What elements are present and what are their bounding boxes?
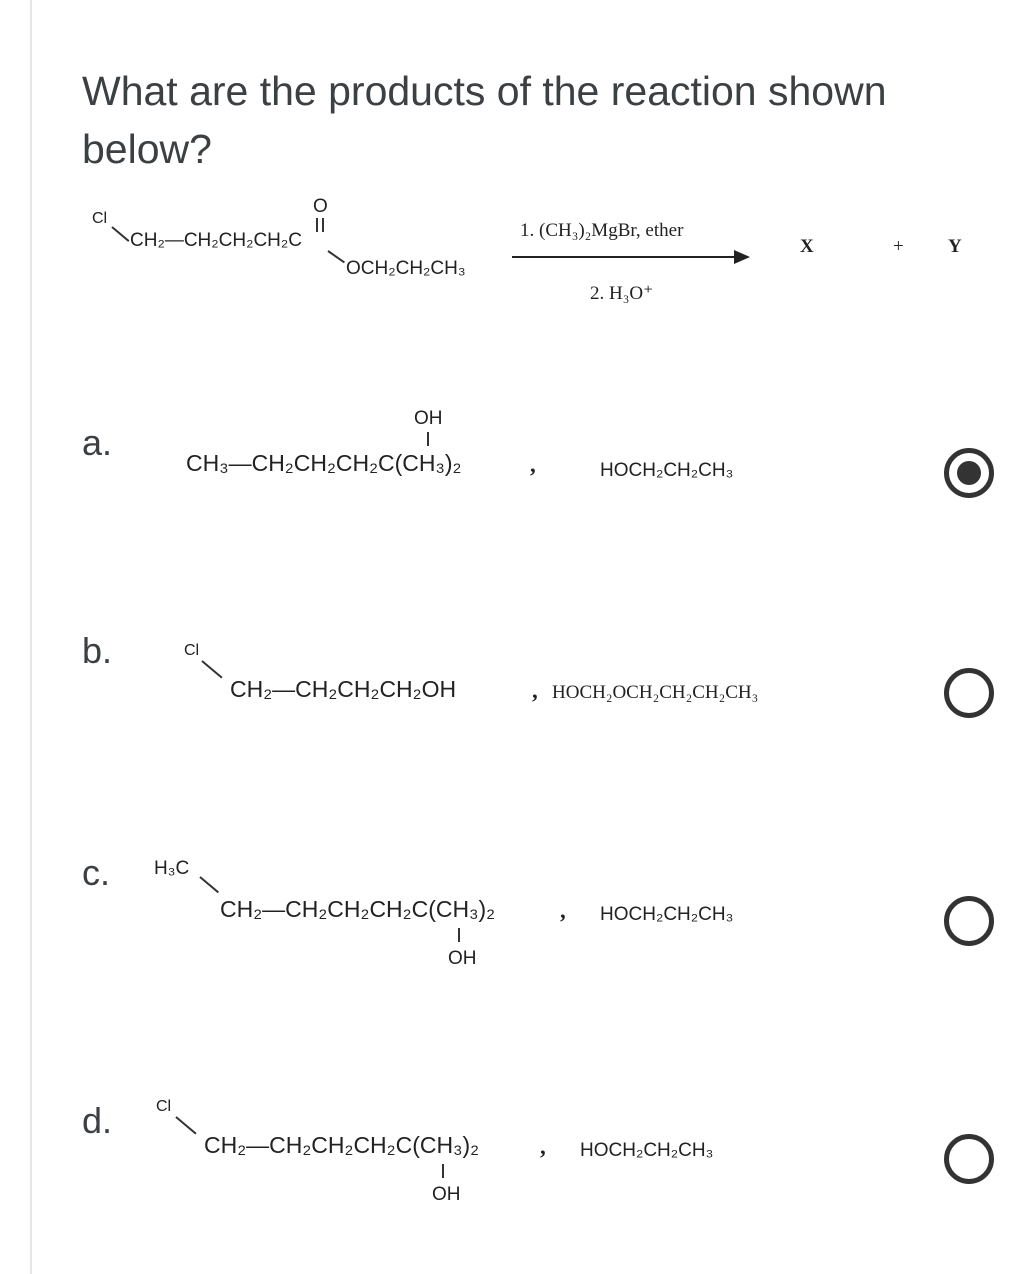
option-letter: c. [82, 852, 111, 893]
reaction-arrow-head [734, 250, 750, 264]
carbonyl-oxygen: O [313, 196, 328, 217]
option-letter: b. [82, 630, 113, 671]
product-y-structure: HOCH₂CH₂CH₃ [600, 904, 734, 925]
option-letter: d. [82, 1100, 113, 1141]
product-x-structure: CH₃—CH₂CH₂CH₂C(CH₃)₂ [186, 450, 462, 476]
product-y-structure: HOCH₂CH₂CH₃ [600, 460, 734, 481]
product-y-structure: HOCH₂OCH₂CH₂CH₂CH₃ [552, 682, 759, 703]
reactant-cl: Cl [92, 210, 108, 227]
reaction-arrow [512, 256, 738, 258]
plus-sign: + [893, 236, 904, 257]
product-x-structure: CH₂—CH₂CH₂CH₂OH [230, 676, 457, 702]
product-x-structure: CH₂—CH₂CH₂CH₂C(CH₃)₂ [204, 1132, 480, 1158]
hydroxyl-bond [442, 1164, 444, 1178]
separator-comma: , [560, 898, 566, 923]
cl-bond [175, 1116, 196, 1134]
ester-bond [327, 250, 345, 263]
separator-comma: , [540, 1134, 546, 1159]
reactant-chain: CH₂—CH₂CH₂CH₂C [130, 230, 302, 251]
radio-option-d[interactable] [944, 1134, 994, 1184]
reagent-step-2: 2. H₃O⁺ [590, 283, 654, 304]
methyl-bond [199, 876, 219, 893]
carbonyl-double-bond-a [316, 218, 318, 232]
question-text: What are the products of the reaction shown below? [82, 68, 887, 172]
product-x-structure: CH₂—CH₂CH₂CH₂C(CH₃)₂ [220, 896, 496, 922]
separator-comma: , [532, 678, 538, 703]
left-border [30, 0, 32, 1274]
chlorine-label: Cl [156, 1098, 172, 1115]
chlorine-label: Cl [184, 642, 200, 659]
hydroxyl-label: OH [432, 1184, 461, 1205]
hydroxyl-bond [427, 432, 429, 446]
hydroxyl-label: OH [414, 408, 443, 429]
product-x: X [800, 236, 814, 257]
product-y-structure: HOCH₂CH₂CH₃ [580, 1140, 714, 1161]
radio-option-a-selected[interactable] [944, 448, 994, 498]
methyl-label: H₃C [154, 858, 190, 879]
hydroxyl-bond [458, 928, 460, 942]
ester-group: OCH₂CH₂CH₃ [346, 258, 466, 279]
radio-selected-dot [957, 461, 981, 485]
reagent-step-1: 1. (CH₃)₂MgBr, ether [520, 220, 684, 241]
separator-comma: , [530, 452, 536, 477]
option-letter: a. [82, 422, 113, 463]
hydroxyl-label: OH [448, 948, 477, 969]
radio-option-b[interactable] [944, 668, 994, 718]
cl-bond [111, 226, 129, 242]
radio-option-c[interactable] [944, 896, 994, 946]
carbonyl-double-bond-b [322, 218, 324, 232]
product-y: Y [948, 236, 962, 257]
cl-bond [201, 660, 222, 678]
